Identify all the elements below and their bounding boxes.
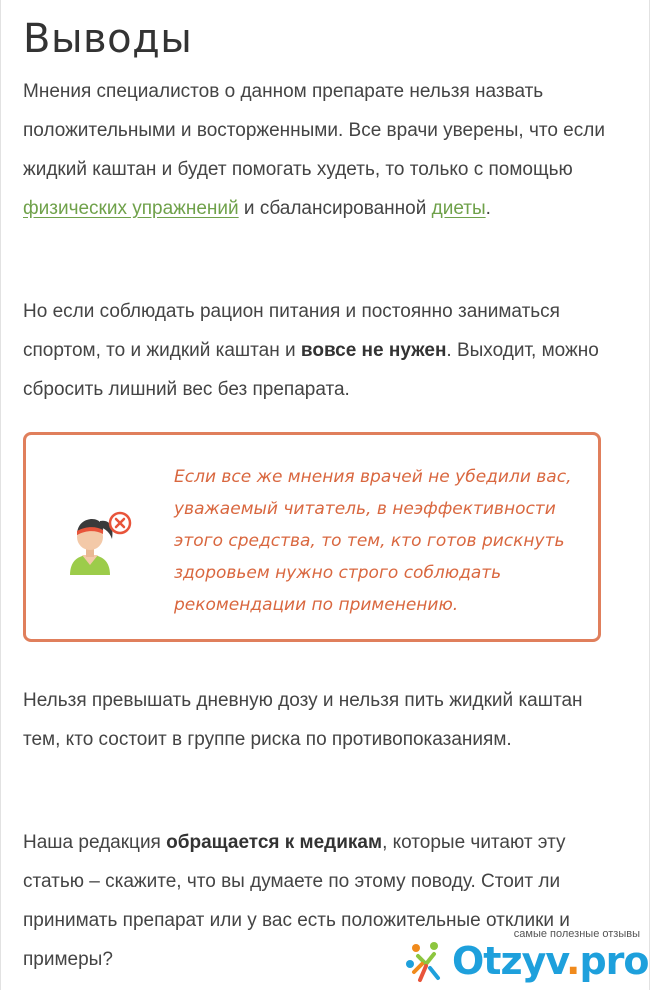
paragraph-conclusion-1: [23, 72, 623, 228]
bold-text: вовсе не нужен: [300, 340, 447, 361]
link-physical-exercises[interactable]: физических упражнений: [23, 198, 239, 219]
bold-text: обращается к медикам: [166, 832, 383, 853]
paragraph-conclusion-2: [23, 292, 623, 409]
woman-with-cross-icon: [56, 505, 136, 575]
callout-text: Если все же мнения врачей не убедили вас, уважаемый читатель, в неэффективности этого средства, то тем, кто готов рискнуть здоровьем нужно строго соблюдать рекомендации по применению.: [174, 467, 572, 615]
paragraph-dosage-warning: Нельзя превышать дневную дозу и нельзя пить жидкий каштан тем, кто состоит в группе риска по противопоказаниям.: [23, 690, 583, 750]
warning-callout: [23, 432, 601, 642]
paragraph-text: .: [485, 198, 491, 219]
paragraph-text: , которые читают эту статью – скажите, что вы думаете по этому поводу. Стоит ли принимать препарат или у вас есть положительные отклики и примеры?: [23, 832, 570, 970]
paragraph-text: Наша редакция: [23, 832, 167, 853]
site-watermark: [402, 926, 649, 986]
paragraph-text: Но если соблюдать рацион питания и постоянно заниматься спортом, то и жидкий каштан и: [23, 301, 560, 361]
logo-dot: .: [566, 939, 580, 983]
watermark-tagline: самые полезные отзывы: [513, 928, 640, 940]
link-diet[interactable]: диеты: [431, 198, 486, 219]
page-title: Выводы: [23, 16, 193, 62]
logo-main: Otzyv: [452, 939, 567, 983]
paragraph-text: и сбалансированной: [238, 198, 432, 219]
otzyv-logo-icon: [404, 940, 448, 984]
logo-tld: pro: [579, 939, 649, 983]
paragraph-text: Мнения специалистов о данном препарате нельзя назвать положительными и восторженными. Все врачи уверены, что если жидкий каштан и будет помогать худеть, то только с помощью: [23, 81, 605, 180]
watermark-logo-text: [452, 936, 649, 986]
paragraph-text: . Выходит, можно сбросить лишний вес без препарата.: [23, 340, 599, 400]
